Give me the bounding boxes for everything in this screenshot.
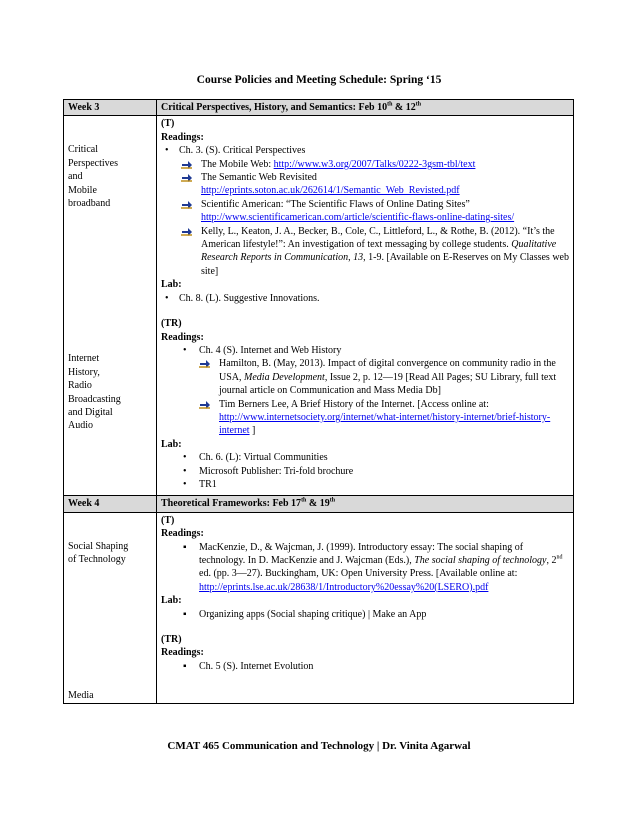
lab-item: Microsoft Publisher: Tri-fold brochure <box>199 465 354 477</box>
list-item <box>161 225 569 279</box>
topic-line: Perspectives <box>68 157 118 169</box>
sub-readings-list <box>161 158 569 279</box>
week-4-heading-amp: & 19 <box>306 498 330 510</box>
book-title: The social shaping of technology <box>414 555 547 566</box>
lab-item: Organizing apps (Social shaping critique) | Make an App <box>199 608 427 620</box>
sub-readings-list <box>161 357 569 437</box>
lab-item: Ch. 8. (L). Suggestive Innovations. <box>179 292 320 304</box>
bracket-close: ] <box>249 425 256 437</box>
page-footer: CMAT 465 Communication and Technology | Dr. Vinita Agarwal <box>167 740 471 752</box>
readings-label: Readings: <box>161 331 204 343</box>
topic-line: Social Shaping <box>68 540 129 552</box>
topic-line: broadband <box>68 198 111 210</box>
lab-list <box>161 451 569 491</box>
week-4-body-row <box>64 512 574 703</box>
journal-title: Qualitative Research Reports in Communication <box>201 239 557 264</box>
scientific-american-link[interactable]: http://www.scientificamerican.com/article/scientific-flaws-online-dating-sites/ <box>201 212 515 224</box>
arrow-bullet-icon <box>181 227 193 237</box>
lab-list <box>161 292 569 305</box>
list-item <box>161 344 569 357</box>
reading-title: The Semantic Web Revisited <box>201 172 317 184</box>
topic-line: Audio <box>68 420 93 432</box>
readings-label: Readings: <box>161 131 204 143</box>
reading-chapter: Ch. 3. (S). Critical Perspectives <box>179 145 306 157</box>
topic-line: Media <box>68 689 94 701</box>
list-item <box>161 608 569 621</box>
week-3-header-row <box>64 100 574 116</box>
reading-title: The Mobile Web: <box>201 158 274 170</box>
week-3-sup-1: th <box>387 101 393 108</box>
reading-citation-end: , 1-9. [Available on E-Reserves on My Classes web site] <box>201 252 569 277</box>
week-4-topics <box>64 512 157 703</box>
list-item <box>161 198 569 225</box>
week-3-content <box>157 116 574 496</box>
schedule-table <box>63 99 574 704</box>
readings-list <box>161 144 569 157</box>
week-3-topics <box>64 116 157 496</box>
readings-label: Readings: <box>161 528 204 540</box>
reading-chapter: Ch. 4 (S). Internet and Web History <box>199 344 342 356</box>
lab-item: Ch. 6. (L): Virtual Communities <box>199 452 328 464</box>
bullet-icon: • <box>183 478 187 490</box>
week-4-heading-text: Theoretical Frameworks: Feb 17 <box>161 498 302 510</box>
week-4-header-row <box>64 496 574 512</box>
reading-citation: MacKenzie, D., & Wajcman, J. (1999). Introductory essay: The social shaping of technology. In D. MacKenzie and J. Wajcman (Eds.), <box>199 541 524 566</box>
week-3-body-row <box>64 116 574 496</box>
lab-label: Lab: <box>161 438 182 450</box>
reading-citation-end: ed. (pp. 3—27). Buckingham, UK: Open University Press. [Available online at: <box>199 568 518 580</box>
week-4-heading <box>157 496 574 512</box>
arrow-bullet-icon <box>181 200 193 210</box>
list-item <box>161 398 569 438</box>
topic-line: Radio <box>68 380 92 392</box>
topic-line: of Technology <box>68 554 126 566</box>
bullet-icon: • <box>183 344 187 356</box>
topic-line: and <box>68 171 83 183</box>
list-item <box>161 158 569 171</box>
bullet-icon: • <box>183 465 187 477</box>
list-item <box>161 144 569 157</box>
week-4-content <box>157 512 574 703</box>
tag-tr: (TR) <box>161 634 182 646</box>
topic-line: Mobile <box>68 184 97 196</box>
mobile-web-link[interactable]: http://www.w3.org/2007/Talks/0222-3gsm-tbl/text <box>273 158 476 170</box>
internet-history-link[interactable]: http://www.internetsociety.org/internet/what-internet/history-internet/brief-history-internet <box>219 411 551 437</box>
arrow-bullet-icon <box>181 160 193 170</box>
readings-label: Readings: <box>161 647 204 659</box>
topic-line: Internet <box>68 353 100 365</box>
tag-tr: (TR) <box>161 318 182 330</box>
reading-citation: Hamilton, B. (May, 2013). Impact of digital convergence on community radio in the USA, <box>219 358 556 383</box>
list-item <box>161 357 569 397</box>
bullet-icon: • <box>183 452 187 464</box>
topic-line: Critical <box>68 144 98 156</box>
square-bullet-icon: ▪ <box>183 608 187 620</box>
list-item <box>161 541 569 595</box>
readings-list <box>161 660 569 673</box>
journal-volume: 13 <box>353 252 364 264</box>
topic-line: History, <box>68 366 100 378</box>
lse-paper-link[interactable]: http://eprints.lse.ac.uk/28638/1/Introductory%20essay%20(LSERO).pdf <box>199 581 489 593</box>
topic-line: Broadcasting <box>68 393 121 405</box>
reading-chapter: Ch. 5 (S). Internet Evolution <box>199 660 314 672</box>
list-item <box>161 465 569 478</box>
edition-text: , 2 <box>546 555 557 566</box>
lab-item: TR1 <box>199 478 217 490</box>
bullet-icon: • <box>165 145 169 157</box>
week-3-label: Week 3 <box>64 100 157 116</box>
edition-sup: nd <box>556 554 563 561</box>
citation-sep: , <box>348 252 354 264</box>
week-3-heading <box>157 100 574 116</box>
list-item <box>161 478 569 491</box>
week-3-sup-2: th <box>415 101 422 108</box>
lab-list <box>161 608 569 621</box>
page-title: Course Policies and Meeting Schedule: Spring ‘15 <box>196 74 442 86</box>
tag-t: (T) <box>161 514 175 526</box>
list-item <box>161 171 569 198</box>
reading-citation-end: , Issue 2, p. 12—19 [Read All Pages; SU Library, full text journal article on Communication and Mass Media Db] <box>219 371 557 397</box>
topic-line: and Digital <box>68 407 113 419</box>
arrow-bullet-icon <box>199 359 211 369</box>
square-bullet-icon: ▪ <box>183 660 187 672</box>
week-3-heading-amp: & 12 <box>392 102 416 113</box>
list-item <box>161 292 569 305</box>
week-4-label: Week 4 <box>64 496 157 512</box>
arrow-bullet-icon <box>199 400 211 410</box>
lab-label: Lab: <box>161 595 182 607</box>
reading-title: Tim Berners Lee, A Brief History of the Internet. [Access online at: <box>219 398 489 410</box>
list-item <box>161 451 569 464</box>
readings-list <box>161 541 569 595</box>
reading-title: Scientific American: “The Scientific Flaws of Online Dating Sites” <box>201 198 470 210</box>
week-4-sup-1: th <box>301 498 307 505</box>
semantic-web-link[interactable]: http://eprints.soton.ac.uk/262614/1/Semantic_Web_Revisted.pdf <box>201 185 460 197</box>
week-3-heading-text: Critical Perspectives, History, and Semantics: Feb 10 <box>161 102 388 113</box>
week-4-sup-2: th <box>329 498 336 505</box>
reading-citation: Kelly, L., Keaton, J. A., Becker, B., Cole, C., Littleford, L., & Rothe, B. (2012). “It’s the American lifestyle!”: An investigation of text messaging by college students. <box>201 225 555 251</box>
list-item <box>161 660 569 673</box>
readings-list <box>161 344 569 357</box>
lab-label: Lab: <box>161 279 182 291</box>
bullet-icon: • <box>165 292 169 304</box>
journal-title: Media Development <box>244 371 325 383</box>
arrow-bullet-icon <box>181 173 193 183</box>
square-bullet-icon: ▪ <box>183 541 187 553</box>
tag-t: (T) <box>161 118 175 130</box>
